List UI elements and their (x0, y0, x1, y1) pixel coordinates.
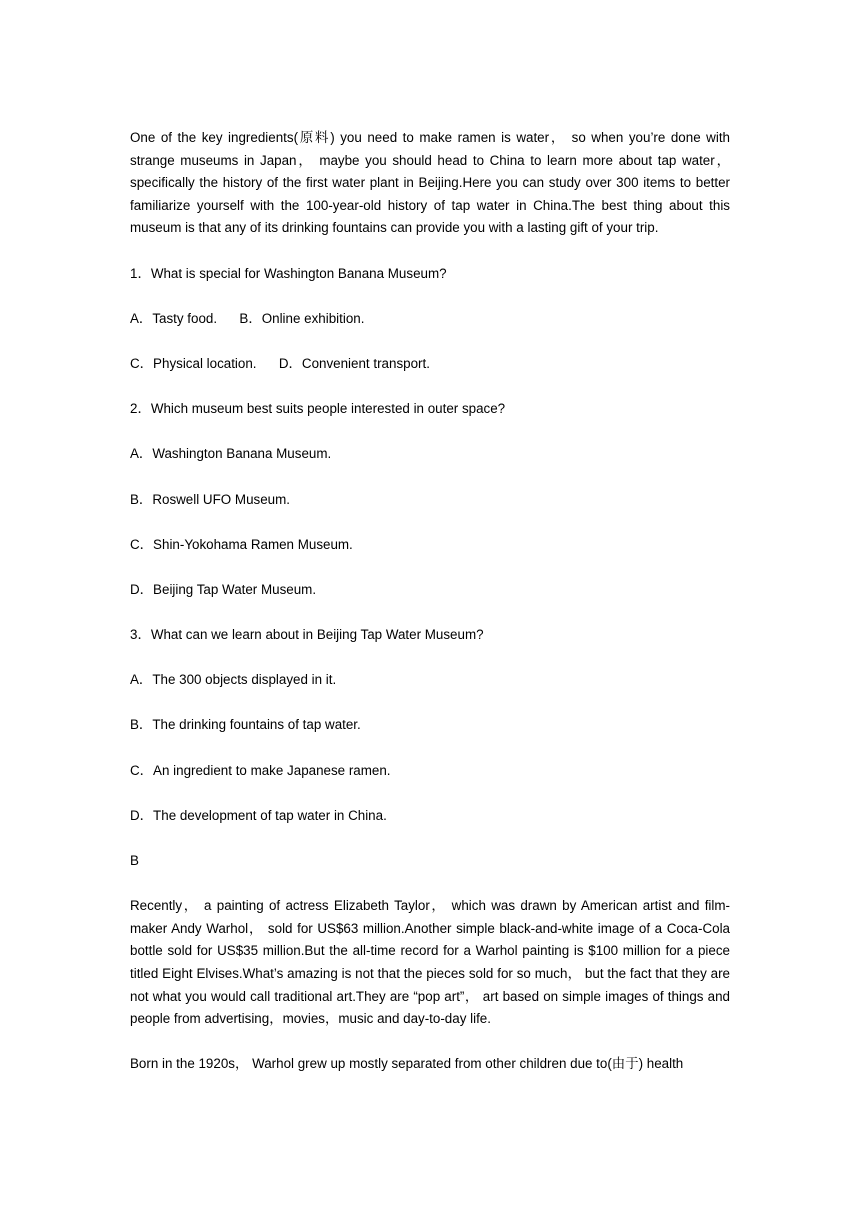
question-2-option-b: B．Roswell UFO Museum. (130, 491, 290, 507)
question-3-option-b: B．The drinking fountains of tap water. (130, 717, 361, 733)
question-1 (130, 263, 730, 376)
question-2-stem: 2．Which museum best suits people interested in outer space? (130, 401, 506, 417)
question-3-option-a: A．The 300 objects displayed in it. (130, 672, 337, 688)
question-3-option-c: C．An ingredient to make Japanese ramen. (130, 762, 391, 778)
question-1-options-line-1: A．Tasty food. B．Online exhibition. (130, 310, 365, 326)
question-3-option-d: D．The development of tap water in China. (130, 807, 387, 823)
passage-b-paragraph-1: Recently， a painting of actress Elizabeth Taylor， which was drawn by American artist and film-maker Andy Warhol， sold for US$63 million.Another simple black-and-white image of a Coca-Cola bottle sold for US$35 million.But the all-time record for a Warhol painting is $100 million for a piece titled Eight Elvises.What’s amazing is not that the pieces sold for so much， but the fact that they are not what you would call traditional art.They are “pop art”， art based on simple images of things and people from advertising，movies，music and day-to-day life. (130, 898, 734, 1027)
question-3 (130, 624, 730, 827)
passage-b-paragraph-2: Born in the 1920s， Warhol grew up mostly separated from other children due to(由于) health (130, 1056, 684, 1072)
passage-a-paragraph: One of the key ingredients(原料) you need to make ramen is water， so when you’re done with strange museums in Japan， maybe you should head to China to learn more about tap water， specifically the history of the first water plant in Beijing.Here you can study over 300 items to better familiarize yourself with the 100-year-old history of tap water in China.The best thing about this museum is that any of its drinking fountains can provide you with a lasting gift of your trip. (130, 130, 734, 236)
section-b-label: B (130, 853, 139, 868)
question-1-stem: 1．What is special for Washington Banana Museum? (130, 265, 447, 281)
document-page (130, 127, 734, 1076)
question-2-option-d: D．Beijing Tap Water Museum. (130, 581, 317, 597)
question-2-option-a: A．Washington Banana Museum. (130, 446, 332, 462)
question-2 (130, 398, 730, 601)
question-1-options-line-2: C．Physical location. D．Convenient transport. (130, 355, 430, 371)
question-3-stem: 3．What can we learn about in Beijing Tap Water Museum? (130, 627, 484, 643)
question-2-option-c: C．Shin-Yokohama Ramen Museum. (130, 536, 353, 552)
